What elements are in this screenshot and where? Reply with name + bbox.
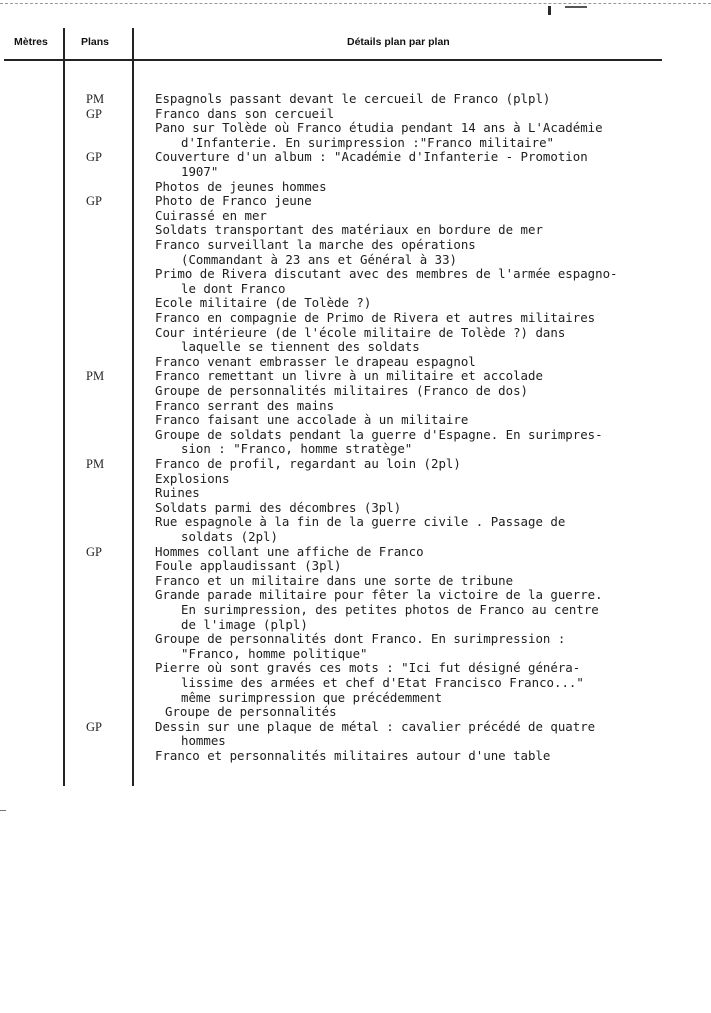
detail-line: Pano sur Tolède où Franco étudia pendant 14 ans à L'Académie (155, 120, 603, 136)
detail-line: Ecole militaire (de Tolède ?) (155, 295, 372, 311)
detail-line: Groupe de personnalités militaires (Franco de dos) (155, 383, 528, 398)
detail-line: Cuirassé en mer (155, 207, 267, 223)
detail-line: le dont Franco (181, 280, 286, 296)
margin-tick (0, 810, 6, 811)
header-details: Détails plan par plan (347, 36, 450, 48)
top-ink-dash (565, 6, 587, 8)
detail-line: hommes (181, 733, 226, 749)
plan-label: GP (86, 150, 102, 165)
detail-line: d'Infanterie. En surimpression :"Franco militaire" (181, 134, 554, 150)
plan-label: GP (86, 719, 102, 734)
detail-line: Grande parade militaire pour fêter la victoire de la guerre. (155, 587, 603, 603)
detail-line: Soldats transportant des matériaux en bordure de mer (155, 222, 543, 238)
detail-line: même surimpression que précédemment (181, 689, 443, 705)
plan-label: PM (86, 369, 105, 384)
detail-line: "Franco, homme politique" (181, 645, 368, 661)
detail-line: Couverture d'un album : "Académie d'Infanterie - Promotion (155, 149, 588, 165)
plan-label: GP (86, 106, 102, 121)
detail-line: Groupe de soldats pendant la guerre d'Espagne. En surimpres- (155, 426, 603, 442)
detail-line: Franco venant embrasser le drapeau espagnol (155, 353, 476, 369)
top-ink-mark (548, 6, 551, 15)
detail-line: Franco en compagnie de Primo de Rivera et autres militaires (155, 310, 596, 325)
detail-line: Franco faisant une accolade à un militaire (155, 412, 469, 428)
detail-line: laquelle se tiennent des soldats (181, 339, 420, 355)
plan-label: GP (86, 194, 102, 209)
detail-line: Explosions (155, 470, 230, 486)
detail-line: Rue espagnole à la fin de la guerre civile . Passage de (155, 514, 566, 530)
detail-line: Groupe de personnalités (165, 704, 337, 720)
detail-line: Franco dans son cercueil (155, 105, 335, 121)
detail-line: lissime des armées et chef d'Etat Francisco Franco..." (181, 675, 584, 690)
plan-label: PM (86, 92, 105, 106)
detail-line: Franco de profil, regardant au loin (2pl) (155, 456, 461, 471)
detail-line: sion : "Franco, homme stratège" (181, 441, 413, 457)
detail-line: Cour intérieure (de l'école militaire de Tolède ?) dans (155, 324, 566, 340)
column-divider-metres (63, 28, 65, 786)
plan-label: GP (86, 544, 102, 559)
detail-line: Franco surveillant la marche des opérations (155, 237, 476, 252)
detail-line: Franco et un militaire dans une sorte de tribune (155, 572, 514, 588)
detail-line: Soldats parmi des décombres (3pl) (155, 499, 402, 515)
detail-line: 1907" (181, 164, 219, 179)
detail-line: Photo de Franco jeune (155, 193, 312, 209)
detail-line: soldats (2pl) (181, 529, 278, 544)
header-plans: Plans (81, 36, 110, 48)
detail-line: Espagnols passant devant le cercueil de Franco (plpl) (155, 91, 551, 106)
detail-line: Franco et personnalités militaires autour d'une table (155, 748, 551, 763)
detail-line: Pierre où sont gravés ces mots : "Ici fut désigné généra- (155, 660, 581, 676)
detail-line: Ruines (155, 485, 200, 501)
top-dashed-rule (0, 3, 711, 4)
detail-line: de l'image (plpl) (181, 616, 308, 632)
detail-line: En surimpression, des petites photos de Franco au centre (181, 602, 599, 617)
detail-line: Hommes collant une affiche de Franco (155, 543, 424, 559)
detail-line: Groupe de personnalités dont Franco. En surimpression : (155, 631, 566, 647)
detail-line: Primo de Rivera discutant avec des membres de l'armée espagno- (155, 266, 618, 282)
plan-label: PM (86, 457, 105, 471)
header-rule (4, 59, 662, 61)
column-divider-plans (132, 28, 134, 786)
header-metres: Mètres (14, 36, 48, 48)
detail-line: Franco serrant des mains (155, 397, 335, 413)
detail-line: Photos de jeunes hommes (155, 178, 327, 194)
detail-line: Dessin sur une plaque de métal : cavalier précédé de quatre (155, 718, 596, 734)
detail-line: (Commandant à 23 ans et Général à 33) (181, 251, 458, 267)
detail-line: Franco remettant un livre à un militaire et accolade (155, 368, 543, 384)
detail-line: Foule applaudissant (3pl) (155, 558, 342, 574)
